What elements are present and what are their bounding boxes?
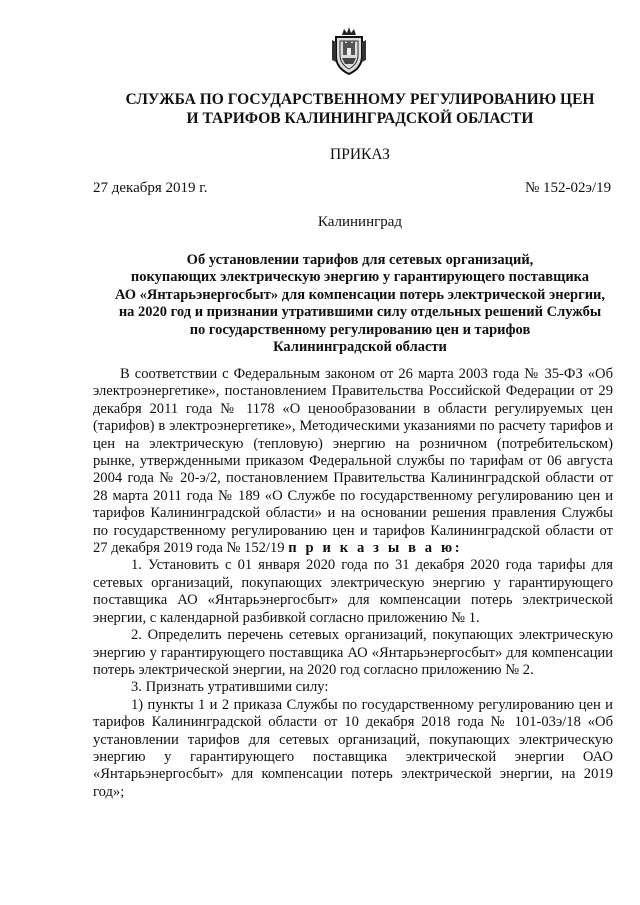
item-3-subitem-1: 1) пункты 1 и 2 приказа Службы по государственному регулированию цен и тарифов Калининградской области от 10 декабря 2018 года № 101-03э/18 «Об установлении тарифов для сетевых организаций, покупающих электрическую энергию у гарантирующего поставщика электрической энергии ОАО «Янтарьэнергосбыт» для компенсации потерь электрической энергии, на 2019 год»;: [93, 696, 613, 800]
subject-line: Об установлении тарифов для сетевых организаций,: [186, 252, 534, 268]
authority-line-2: И ТАРИФОВ КАЛИНИНГРАДСКОЙ ОБЛАСТИ: [186, 110, 534, 127]
issuing-authority: [80, 90, 640, 128]
subject-line: по государственному регулированию цен и тарифов: [189, 321, 531, 338]
item-1: 1. Установить с 01 января 2020 года по 31 декабря 2020 года тарифы для сетевых организаций, покупающих электрическую энергию у гарантирующего поставщика АО «Янтарьэнергосбыт» для компенсации потерь электрической энергии, с календарной разбивкой согласно приложению № 1.: [93, 557, 613, 626]
subject-line: Калининградской области: [273, 339, 447, 356]
item-3: 3. Признать утратившими силу:: [131, 679, 329, 696]
preamble-text: В соответствии с Федеральным законом от 26 марта 2003 года № 35-ФЗ «Об электроэнергетике», постановлением Правительства Российской Федерации от 29 декабря 2011 года № 1178 «О ценообразовании в области регулируемых цен (тарифов) в электроэнергетике», Методическими указаниями по расчету тарифов и цен на электрическую (тепловую) энергию на розничном (потребительском) рынке, утвержденными приказом Федеральной службы по тарифам от 06 августа 2004 года № 20-э/2, постановлением Правительства Калининградской области от 28 марта 2011 года № 189 «О Службе по государственному регулированию цен и тарифов Калининградской области» и на основании решения правления Службы по государственному регулированию цен и тарифов Калининградской области от 27 декабря 2019 года № 152/19: [93, 366, 613, 557]
document-body: [93, 366, 613, 801]
subject-line: покупающих электрическую энергию у гарантирующего поставщика: [130, 269, 590, 286]
order-word: п р и к а з ы в а ю:: [288, 540, 463, 557]
coat-of-arms-emblem: [328, 26, 370, 76]
document-city: Калининград: [317, 214, 403, 230]
preamble-paragraph: [93, 366, 613, 557]
subject-line: на 2020 год и признании утратившими силу отдельных решений Службы: [118, 304, 602, 321]
subject-line: АО «Янтарьэнергосбыт» для компенсации потерь электрической энергии,: [114, 286, 606, 303]
document-subject: [80, 252, 640, 356]
item-2: 2. Определить перечень сетевых организаций, покупающих электрическую энергию у гарантирующего поставщика АО «Янтарьэнергосбыт» для компенсации потерь электрической энергии, на 2020 год согласно приложению № 2.: [93, 627, 613, 678]
authority-line-1: СЛУЖБА ПО ГОСУДАРСТВЕННОМУ РЕГУЛИРОВАНИЮ ЦЕН: [125, 91, 595, 108]
document-number: № 152-02э/19: [525, 180, 612, 196]
document-type: ПРИКАЗ: [330, 146, 390, 163]
document-date: 27 декабря 2019 г.: [93, 180, 208, 196]
